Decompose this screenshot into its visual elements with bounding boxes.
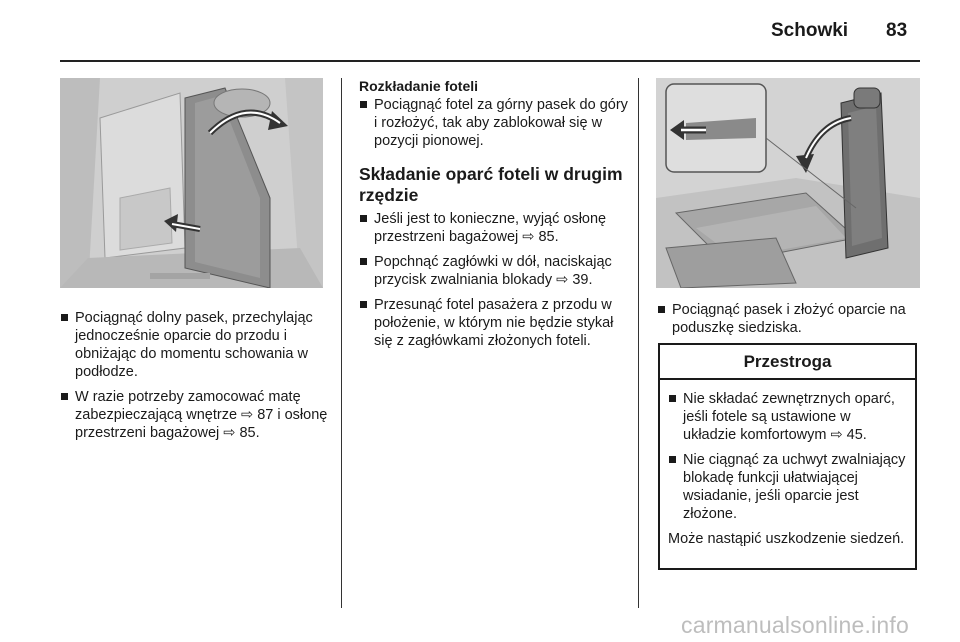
warning-box	[658, 343, 917, 570]
list-item: Nie ciągnąć za uchwyt zwalniający blokadę funkcji ułatwiającej wsiadanie, jeśli oparcie jest złożone.	[668, 451, 907, 523]
warning-title: Przestroga	[660, 345, 915, 380]
watermark: carmanualsonline.info	[681, 612, 909, 638]
list-item: Jeśli jest to konieczne, wyjąć osłonę przestrzeni bagażowej ⇨ 85.	[359, 210, 631, 246]
column-2	[359, 77, 631, 357]
warning-note: Może nastąpić uszkodzenie siedzeń.	[668, 531, 905, 547]
column-divider	[638, 78, 639, 608]
list-item: Pociągnąć fotel za górny pasek do góry i rozłożyć, tak aby zablokował się w pozycji pionowej.	[359, 96, 631, 150]
warning-body	[660, 380, 915, 548]
list-item: Przesunąć fotel pasażera z przodu w położenie, w którym nie będzie stykał się z zagłówkami złożonych foteli.	[359, 296, 631, 350]
section-heading-folding: Składanie oparć foteli w drugim rzędzie	[359, 164, 623, 205]
page-title: Schowki	[771, 20, 849, 41]
column-divider	[341, 78, 342, 608]
list-item: Pociągnąć pasek i złożyć oparcie na poduszkę siedziska.	[657, 301, 919, 337]
subheading-unfolding: Rozkładanie foteli	[359, 78, 479, 94]
page-number: 83	[886, 20, 908, 41]
list-item: Pociągnąć dolny pasek, przechylając jednocześnie oparcie do przodu i obniżając do momentu schowania w podłodze.	[60, 309, 330, 381]
header-rule	[60, 60, 920, 62]
list-item: W razie potrzeby zamocować matę zabezpieczającą wnętrze ⇨ 87 i osłonę przestrzeni bagażowej ⇨ 85.	[60, 388, 330, 442]
list-item: Popchnąć zagłówki w dół, naciskając przycisk zwalniania blokady ⇨ 39.	[359, 253, 631, 289]
illustration-cargo-seat-fold	[60, 78, 323, 288]
column-1	[60, 309, 330, 449]
column-3	[657, 301, 919, 344]
list-item: Nie składać zewnętrznych oparć, jeśli fotele są ustawione w układzie komfortowym ⇨ 45.	[668, 390, 907, 444]
illustration-seat-backrest	[656, 78, 920, 288]
